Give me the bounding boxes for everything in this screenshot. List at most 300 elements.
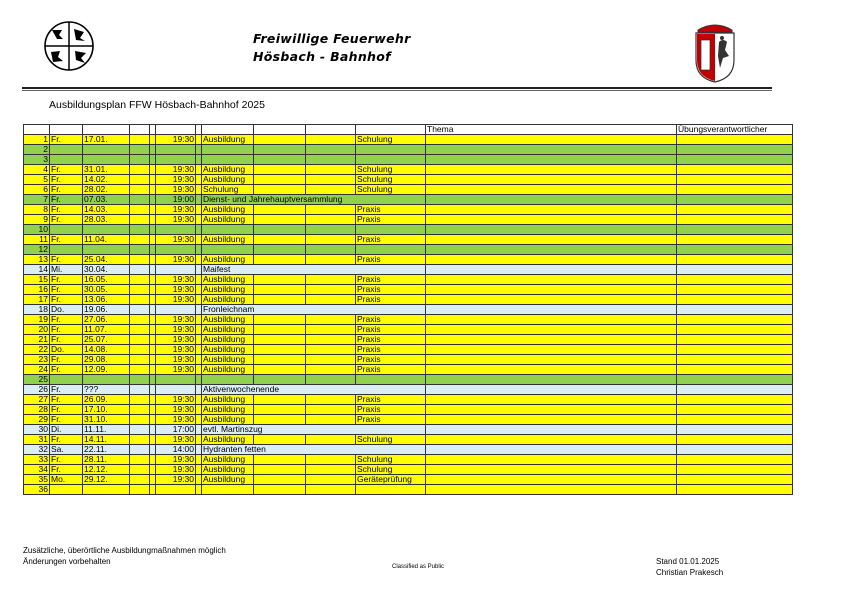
row-date: 19.06. — [83, 305, 130, 315]
row-type: Praxis — [356, 295, 426, 305]
row-spacer — [254, 455, 306, 465]
row-type: Praxis — [356, 235, 426, 245]
row-number: 13 — [24, 255, 50, 265]
row-spacer — [306, 455, 356, 465]
row-event — [202, 375, 254, 385]
row-spacer — [130, 165, 150, 175]
row-number: 17 — [24, 295, 50, 305]
row-event: Aktivenwochenende — [202, 385, 426, 395]
row-number: 29 — [24, 415, 50, 425]
row-number: 25 — [24, 375, 50, 385]
row-number: 35 — [24, 475, 50, 485]
row-event: Ausbildung — [202, 285, 254, 295]
row-spacer — [306, 185, 356, 195]
header-cell — [254, 125, 306, 135]
row-date: 30.04. — [83, 265, 130, 275]
row-responsible — [677, 375, 793, 385]
row-weekday: Fr. — [50, 465, 83, 475]
row-number: 1 — [24, 135, 50, 145]
table-row — [24, 195, 793, 205]
row-event: Ausbildung — [202, 365, 254, 375]
row-thema — [426, 205, 677, 215]
row-type — [356, 245, 426, 255]
row-spacer — [130, 405, 150, 415]
row-spacer — [306, 215, 356, 225]
row-event: Ausbildung — [202, 175, 254, 185]
table-row — [24, 455, 793, 465]
row-responsible — [677, 425, 793, 435]
row-date: 12.09. — [83, 365, 130, 375]
row-spacer — [306, 275, 356, 285]
row-weekday: Fr. — [50, 165, 83, 175]
table-row — [24, 385, 793, 395]
row-spacer — [254, 415, 306, 425]
table-row — [24, 305, 793, 315]
row-spacer — [130, 305, 150, 315]
table-row — [24, 465, 793, 475]
row-event: Ausbildung — [202, 455, 254, 465]
row-responsible — [677, 405, 793, 415]
row-date — [83, 145, 130, 155]
row-number: 18 — [24, 305, 50, 315]
table-row — [24, 245, 793, 255]
row-thema — [426, 305, 677, 315]
row-time — [156, 145, 196, 155]
row-spacer — [130, 185, 150, 195]
row-event: Hydranten fetten — [202, 445, 426, 455]
row-date: 14.02. — [83, 175, 130, 185]
row-weekday: Fr. — [50, 325, 83, 335]
row-thema — [426, 345, 677, 355]
organisation-title-line1: Freiwillige Feuerwehr — [253, 31, 411, 46]
table-row — [24, 155, 793, 165]
row-event: Ausbildung — [202, 395, 254, 405]
row-time: 14:00 — [156, 445, 196, 455]
row-time — [156, 245, 196, 255]
row-spacer — [254, 175, 306, 185]
row-spacer — [254, 135, 306, 145]
row-responsible — [677, 275, 793, 285]
row-event: Ausbildung — [202, 415, 254, 425]
row-type: Praxis — [356, 315, 426, 325]
row-time: 19:30 — [156, 285, 196, 295]
row-spacer — [306, 245, 356, 255]
row-time: 19:30 — [156, 455, 196, 465]
row-spacer — [254, 215, 306, 225]
row-weekday: Di. — [50, 425, 83, 435]
row-spacer — [130, 195, 150, 205]
row-type: Praxis — [356, 275, 426, 285]
row-date: 07.03. — [83, 195, 130, 205]
row-time: 17:00 — [156, 425, 196, 435]
row-time — [156, 375, 196, 385]
table-row — [24, 165, 793, 175]
row-type: Schulung — [356, 165, 426, 175]
row-time — [156, 305, 196, 315]
table-row — [24, 315, 793, 325]
row-type: Geräteprüfung — [356, 475, 426, 485]
row-time: 19:30 — [156, 235, 196, 245]
row-spacer — [130, 465, 150, 475]
row-weekday: Fr. — [50, 395, 83, 405]
row-thema — [426, 175, 677, 185]
row-responsible — [677, 485, 793, 495]
table-row — [24, 135, 793, 145]
row-date: 25.04. — [83, 255, 130, 265]
row-spacer — [254, 465, 306, 475]
row-spacer — [254, 345, 306, 355]
row-spacer — [130, 395, 150, 405]
row-spacer — [130, 275, 150, 285]
row-spacer — [254, 285, 306, 295]
row-time — [156, 225, 196, 235]
row-spacer — [254, 365, 306, 375]
row-thema — [426, 155, 677, 165]
row-thema — [426, 445, 677, 455]
author-name: Christian Prakesch — [656, 568, 724, 577]
row-weekday: Fr. — [50, 335, 83, 345]
row-weekday: Do. — [50, 345, 83, 355]
row-type: Praxis — [356, 325, 426, 335]
row-spacer — [130, 335, 150, 345]
row-responsible — [677, 385, 793, 395]
row-responsible — [677, 255, 793, 265]
row-event — [202, 225, 254, 235]
row-spacer — [306, 345, 356, 355]
row-date: 31.10. — [83, 415, 130, 425]
row-spacer — [306, 365, 356, 375]
row-thema — [426, 285, 677, 295]
row-time: 19:30 — [156, 165, 196, 175]
row-number: 4 — [24, 165, 50, 175]
row-event: Ausbildung — [202, 355, 254, 365]
table-row — [24, 265, 793, 275]
row-type — [356, 375, 426, 385]
row-time: 19:30 — [156, 345, 196, 355]
row-date — [83, 245, 130, 255]
row-weekday — [50, 375, 83, 385]
row-type: Praxis — [356, 215, 426, 225]
row-spacer — [130, 215, 150, 225]
row-date: 13.06. — [83, 295, 130, 305]
row-spacer — [254, 155, 306, 165]
footer-notes — [23, 545, 226, 567]
row-thema — [426, 435, 677, 445]
row-time: 19:30 — [156, 295, 196, 305]
row-spacer — [306, 415, 356, 425]
row-thema — [426, 265, 677, 275]
table-row — [24, 255, 793, 265]
row-time: 19:30 — [156, 255, 196, 265]
row-weekday: Mi. — [50, 265, 83, 275]
row-spacer — [130, 485, 150, 495]
row-thema — [426, 365, 677, 375]
row-event: Ausbildung — [202, 255, 254, 265]
row-responsible — [677, 445, 793, 455]
row-event: Ausbildung — [202, 215, 254, 225]
row-event: Schulung — [202, 185, 254, 195]
row-event: Ausbildung — [202, 295, 254, 305]
row-date: 16.05. — [83, 275, 130, 285]
row-spacer — [130, 385, 150, 395]
row-thema — [426, 145, 677, 155]
table-row — [24, 365, 793, 375]
row-time: 19:30 — [156, 435, 196, 445]
table-row — [24, 215, 793, 225]
row-date — [83, 225, 130, 235]
row-event — [202, 485, 254, 495]
row-spacer — [306, 175, 356, 185]
row-event — [202, 155, 254, 165]
table-row — [24, 275, 793, 285]
row-type: Schulung — [356, 435, 426, 445]
row-weekday: Fr. — [50, 435, 83, 445]
row-spacer — [130, 175, 150, 185]
table-row — [24, 475, 793, 485]
row-date: 26.09. — [83, 395, 130, 405]
row-weekday: Mo. — [50, 475, 83, 485]
row-thema — [426, 455, 677, 465]
row-type: Praxis — [356, 285, 426, 295]
row-spacer — [306, 235, 356, 245]
row-thema — [426, 465, 677, 475]
row-spacer — [254, 435, 306, 445]
row-thema — [426, 425, 677, 435]
header-cell — [50, 125, 83, 135]
row-spacer — [254, 165, 306, 175]
row-spacer — [254, 375, 306, 385]
table-row — [24, 175, 793, 185]
row-date: 11.04. — [83, 235, 130, 245]
row-time: 19:30 — [156, 365, 196, 375]
row-time — [156, 155, 196, 165]
row-time — [156, 385, 196, 395]
row-number: 19 — [24, 315, 50, 325]
row-responsible — [677, 195, 793, 205]
classification-label: Classified as Public — [392, 564, 445, 570]
row-time: 19:30 — [156, 315, 196, 325]
row-spacer — [254, 245, 306, 255]
row-responsible — [677, 395, 793, 405]
row-spacer — [130, 365, 150, 375]
row-number: 2 — [24, 145, 50, 155]
footer-note-additional: Zusätzliche, überörtliche Ausbildungmaßnahmen möglich — [23, 546, 226, 555]
row-event — [202, 145, 254, 155]
row-spacer — [130, 265, 150, 275]
row-thema — [426, 395, 677, 405]
row-date — [83, 155, 130, 165]
row-spacer — [254, 295, 306, 305]
row-spacer — [254, 205, 306, 215]
organisation-title-line2: Hösbach - Bahnhof — [253, 49, 391, 64]
coat-of-arms-icon — [692, 20, 738, 89]
row-weekday: Fr. — [50, 195, 83, 205]
row-spacer — [306, 325, 356, 335]
row-type: Praxis — [356, 415, 426, 425]
row-spacer — [254, 145, 306, 155]
row-spacer — [306, 465, 356, 475]
row-time: 19:30 — [156, 395, 196, 405]
row-responsible — [677, 295, 793, 305]
row-thema — [426, 295, 677, 305]
row-date: 28.03. — [83, 215, 130, 225]
row-responsible — [677, 145, 793, 155]
row-spacer — [254, 405, 306, 415]
stand-date: Stand 01.01.2025 — [656, 557, 720, 566]
row-time: 19:30 — [156, 205, 196, 215]
row-weekday: Fr. — [50, 415, 83, 425]
row-type: Schulung — [356, 185, 426, 195]
row-thema — [426, 335, 677, 345]
row-responsible — [677, 305, 793, 315]
row-number: 5 — [24, 175, 50, 185]
row-type: Praxis — [356, 395, 426, 405]
row-weekday: Fr. — [50, 385, 83, 395]
row-responsible — [677, 245, 793, 255]
row-responsible — [677, 175, 793, 185]
row-weekday: Fr. — [50, 285, 83, 295]
row-responsible — [677, 415, 793, 425]
row-time: 19:30 — [156, 355, 196, 365]
row-date: 25.07. — [83, 335, 130, 345]
row-responsible — [677, 435, 793, 445]
header-verantwortlicher: Übungsverantwortlicher — [677, 125, 793, 135]
row-date: 11.11. — [83, 425, 130, 435]
row-spacer — [306, 205, 356, 215]
row-time: 19:30 — [156, 465, 196, 475]
row-spacer — [306, 145, 356, 155]
row-responsible — [677, 265, 793, 275]
row-responsible — [677, 235, 793, 245]
row-time: 19:30 — [156, 415, 196, 425]
row-weekday — [50, 485, 83, 495]
table-row — [24, 435, 793, 445]
row-thema — [426, 475, 677, 485]
row-responsible — [677, 325, 793, 335]
row-weekday: Fr. — [50, 355, 83, 365]
row-responsible — [677, 355, 793, 365]
row-number: 27 — [24, 395, 50, 405]
row-spacer — [306, 165, 356, 175]
row-spacer — [306, 285, 356, 295]
row-time: 19:30 — [156, 475, 196, 485]
row-time: 19:30 — [156, 275, 196, 285]
row-thema — [426, 375, 677, 385]
row-spacer — [130, 245, 150, 255]
header-cell — [83, 125, 130, 135]
table-row — [24, 415, 793, 425]
row-time: 19:30 — [156, 135, 196, 145]
row-spacer — [130, 325, 150, 335]
row-spacer — [306, 335, 356, 345]
row-spacer — [306, 375, 356, 385]
row-spacer — [130, 415, 150, 425]
row-date: 31.01. — [83, 165, 130, 175]
row-thema — [426, 245, 677, 255]
row-time: 19:00 — [156, 195, 196, 205]
row-number: 15 — [24, 275, 50, 285]
row-type: Schulung — [356, 135, 426, 145]
row-event: Ausbildung — [202, 235, 254, 245]
row-spacer — [254, 255, 306, 265]
row-thema — [426, 195, 677, 205]
row-date: 27.06. — [83, 315, 130, 325]
row-date: 12.12. — [83, 465, 130, 475]
page-title: Ausbildungsplan FFW Hösbach-Bahnhof 2025 — [49, 99, 265, 111]
row-type — [356, 485, 426, 495]
row-type: Praxis — [356, 345, 426, 355]
row-spacer — [254, 325, 306, 335]
row-date: 17.10. — [83, 405, 130, 415]
row-responsible — [677, 205, 793, 215]
organisation-title — [253, 30, 411, 66]
row-number: 6 — [24, 185, 50, 195]
row-event: Ausbildung — [202, 345, 254, 355]
row-spacer — [130, 225, 150, 235]
row-time: 19:30 — [156, 215, 196, 225]
table-row — [24, 405, 793, 415]
row-event: Ausbildung — [202, 435, 254, 445]
row-weekday: Sa. — [50, 445, 83, 455]
row-spacer — [306, 475, 356, 485]
row-date — [83, 375, 130, 385]
row-weekday: Fr. — [50, 405, 83, 415]
row-date: 11.07. — [83, 325, 130, 335]
row-spacer — [130, 375, 150, 385]
table-row — [24, 425, 793, 435]
row-time — [156, 485, 196, 495]
header-thema: Thema — [426, 125, 677, 135]
header-cell — [156, 125, 196, 135]
row-thema — [426, 225, 677, 235]
row-date: 29.08. — [83, 355, 130, 365]
footer-stand — [656, 556, 723, 578]
row-event — [202, 245, 254, 255]
table-row — [24, 335, 793, 345]
row-spacer — [254, 395, 306, 405]
row-spacer — [254, 185, 306, 195]
row-number: 7 — [24, 195, 50, 205]
row-weekday: Fr. — [50, 175, 83, 185]
row-weekday — [50, 225, 83, 235]
row-event: Ausbildung — [202, 475, 254, 485]
row-responsible — [677, 225, 793, 235]
row-event: Ausbildung — [202, 205, 254, 215]
row-spacer — [130, 345, 150, 355]
row-weekday: Fr. — [50, 185, 83, 195]
row-weekday: Fr. — [50, 455, 83, 465]
row-weekday — [50, 245, 83, 255]
row-spacer — [130, 455, 150, 465]
row-date: 14.03. — [83, 205, 130, 215]
row-event: Ausbildung — [202, 405, 254, 415]
row-spacer — [306, 135, 356, 145]
table-row — [24, 355, 793, 365]
table-row — [24, 445, 793, 455]
row-spacer — [130, 285, 150, 295]
row-responsible — [677, 165, 793, 175]
row-spacer — [306, 155, 356, 165]
footer-note-changes: Änderungen vorbehalten — [23, 557, 111, 566]
row-event: Dienst- und Jahrehauptversammlung — [202, 195, 426, 205]
table-row — [24, 345, 793, 355]
row-weekday: Fr. — [50, 235, 83, 245]
row-number: 20 — [24, 325, 50, 335]
row-spacer — [306, 295, 356, 305]
row-event: Ausbildung — [202, 325, 254, 335]
row-number: 21 — [24, 335, 50, 345]
row-type — [356, 155, 426, 165]
